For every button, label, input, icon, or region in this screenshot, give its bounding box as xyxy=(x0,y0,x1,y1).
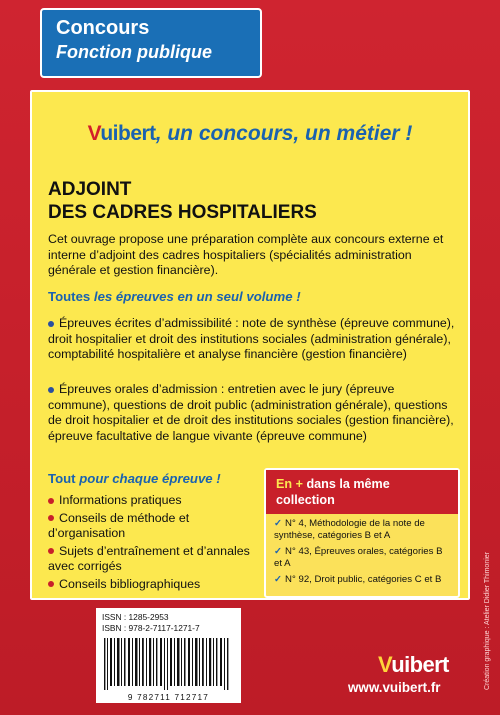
barcode-box xyxy=(96,608,241,703)
list-item-oraux-text: Épreuves orales d’admission : entretien avec le jury (épreuve commune), questions de droit public (administration générale), questions de droit hospitalier et de droit des institutions sociales (gestion financière), épreuve facultative de langue vivante (épreuve commune) xyxy=(48,382,454,443)
features-list xyxy=(48,493,268,594)
collection-item xyxy=(274,574,450,586)
list-item-ecrits-text: Épreuves écrites d’admissibilité : note de synthèse (épreuve commune), droit hospitalier et droit des institutions sociales (administration générale), comptabilité hospitalière et analyse financière (gestion financière) xyxy=(48,316,455,361)
check-icon: ✓ xyxy=(274,574,283,585)
check-icon: ✓ xyxy=(274,518,283,529)
series-badge xyxy=(40,8,262,78)
isbn-text: ISBN : 978-2-7117-1271-7 xyxy=(102,623,200,633)
slogan-brand-rest: uibert xyxy=(100,122,156,145)
book-title-line1: ADJOINT xyxy=(48,179,132,200)
list-item-oraux xyxy=(48,382,458,444)
slogan-brand xyxy=(88,122,156,145)
publisher-url[interactable]: www.vuibert.fr xyxy=(348,680,441,695)
book-title xyxy=(48,178,458,224)
list-item xyxy=(48,544,268,575)
collection-box xyxy=(264,468,460,598)
collection-item-text: N° 4, Méthodologie de la note de synthèse, catégories B et A xyxy=(274,518,425,541)
collection-heading-plus: En + xyxy=(276,477,303,491)
barcode-number: 9 782711 712717 xyxy=(127,693,210,702)
publisher-logo-rest: uibert xyxy=(391,652,449,677)
bullet-icon xyxy=(48,498,54,504)
list-item xyxy=(48,511,268,542)
bullet-icon xyxy=(48,321,54,327)
collection-item-text: N° 43, Épreuves orales, catégories B et A xyxy=(274,546,443,569)
list-item-text: Sujets d’entraînement et d’annales avec corrigés xyxy=(48,543,250,573)
collection-item-text: N° 92, Droit public, catégories C et B xyxy=(285,574,442,585)
slogan-brand-v: V xyxy=(87,122,101,145)
design-credit: Création graphique : Atelier Didier Thimonier xyxy=(484,552,491,690)
bullet-icon xyxy=(48,387,54,393)
section-epreuves-heading xyxy=(48,289,458,304)
section-epreuves-heading-italic: les épreuves en un seul volume ! xyxy=(93,289,301,304)
bullet-icon xyxy=(48,581,54,587)
list-item xyxy=(48,577,268,593)
issn-text: ISSN : 1285-2953 xyxy=(102,612,169,622)
bullet-icon xyxy=(48,548,54,554)
publisher-logo xyxy=(378,652,449,678)
section-chaque-heading-italic: pour chaque épreuve ! xyxy=(79,471,221,486)
list-item-ecrits xyxy=(48,316,458,363)
check-icon: ✓ xyxy=(274,546,283,557)
list-item-text: Conseils bibliographiques xyxy=(59,576,201,591)
bullet-icon xyxy=(48,515,54,521)
slogan xyxy=(32,122,468,146)
description-panel xyxy=(30,90,470,600)
collection-item xyxy=(274,546,450,570)
list-item-text: Conseils de méthode et d’organisation xyxy=(48,510,190,540)
collection-item xyxy=(274,518,450,542)
collection-list xyxy=(266,514,458,594)
list-item-text: Informations pratiques xyxy=(59,493,182,507)
slogan-tagline: , un concours, un métier ! xyxy=(155,122,413,145)
book-intro: Cet ouvrage propose une préparation complète aux concours externe et interne d’adjoint des cadres hospitaliers (spécialités administration générale et gestion financière). xyxy=(48,232,444,277)
collection-heading-rest: dans la même collection xyxy=(276,477,390,507)
publisher-logo-v: V xyxy=(378,652,392,677)
book-title-line2: DES CADRES HOSPITALIERS xyxy=(48,202,317,223)
section-chaque-heading-plain: Tout xyxy=(48,471,80,486)
list-item xyxy=(48,493,268,509)
collection-heading xyxy=(266,470,458,514)
series-subtitle: Fonction publique xyxy=(56,42,212,62)
barcode-icon xyxy=(102,638,235,690)
section-epreuves-heading-plain: Toutes xyxy=(48,289,94,304)
series-title: Concours xyxy=(56,17,150,39)
